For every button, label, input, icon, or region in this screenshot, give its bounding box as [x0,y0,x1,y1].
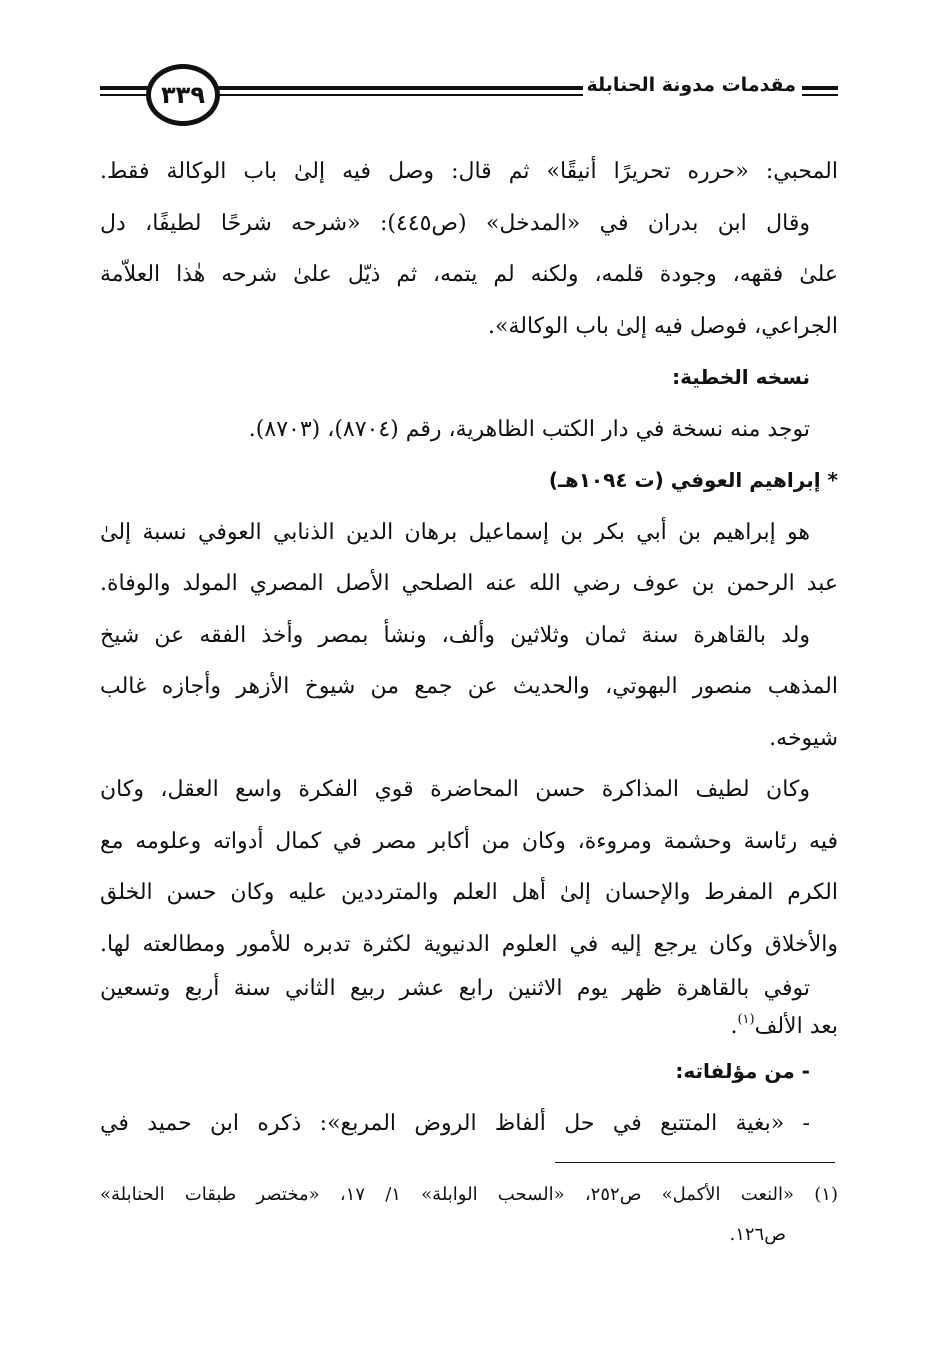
entry-heading: * إبراهيم العوفي (ت ١٠٩٤هـ) [548,468,838,492]
text-line: توفي بالقاهرة ظهر يوم الاثنين رابع عشر ربيع الثاني سنة أربع وتسعين [100,976,810,1001]
text-line: توجد منه نسخة في دار الكتب الظاهرية، رقم (٨٧٠٤)، (٨٧٠٣). [248,416,810,442]
page-number: ٣٣٩ [146,64,220,126]
text-line: علىٰ فقهه، وجودة قلمه، ولكنه لم يتمه، ثم ذيّل علىٰ شرحه هٰذا العلاّمة [100,262,838,287]
text-line: شيوخه. [769,725,838,751]
works-heading: - من مؤلفاته: [675,1059,810,1083]
text-line: وقال ابن بدران في «المدخل» (ص٤٤٥): «شرحه شرحًا لطيفًا، دل [100,210,811,236]
footnote-ref[interactable]: (١) [737,1012,755,1027]
text-line: هو إبراهيم بن أبي بكر بن إسماعيل برهان الدين الذنابي العوفي نسبة إلىٰ [100,519,810,545]
text-line: عبد الرحمن بن عوف رضي الله عنه الصلحي الأصل المصري المولد والوفاة. [100,571,838,596]
text-line: الكرم المفرط والإحسان إلىٰ أهل العلم والمترددين عليه وكان حسن الخلق [100,880,838,905]
text-line: المحبي: «حرره تحريرًا أنيقًا» ثم قال: وصل فيه إلىٰ باب الوكالة فقط. [100,159,838,184]
header-rule-middle [218,86,583,96]
page-header [100,68,838,130]
period: . [730,1014,738,1039]
text-line: الجراعي، فوصل فيه إلىٰ باب الوكالة». [488,313,838,339]
text-fragment: بعد الألف [754,1014,838,1039]
header-rule-right [802,86,838,96]
text-line: المذهب منصور البهوتي، والحديث عن جمع من شيوخ الأزهر وأجازه غالب [100,674,838,699]
text-line: فيه رئاسة وحشمة ومروءة، وكان من أكابر مصر في كمال أدواته وعلومه مع [100,828,838,854]
text-line: وكان لطيف المذاكرة حسن المحاضرة قوي الفكرة واسع العقل، وكان [100,777,810,802]
section-heading: نسخه الخطية: [672,365,810,389]
footnote-line: ص١٢٦. [729,1224,786,1245]
footnote-divider [555,1162,835,1163]
text-line [100,1008,838,1046]
footnotes [100,1175,838,1255]
text-line: - «بغية المتتبع في حل ألفاظ الروض المربع»: ذكره ابن حميد في [100,1110,810,1136]
page-body [100,146,838,1149]
footnote-line: (١) «النعت الأكمل» ص٢٥٢، «السحب الوابلة» ١/ ١٧، «مختصر طبقات الحنابلة» [100,1184,838,1205]
running-title: مقدمات مدونة الحنابلة [586,74,796,96]
text-line: ولد بالقاهرة سنة ثمان وثلاثين وألف، ونشأ بمصر وأخذ الفقه عن شيخ [100,622,810,648]
text-line: والأخلاق وكان يرجع إليه في العلوم الدنيوية لكثرة تدبره للأمور ومطالعته لها. [100,931,838,957]
